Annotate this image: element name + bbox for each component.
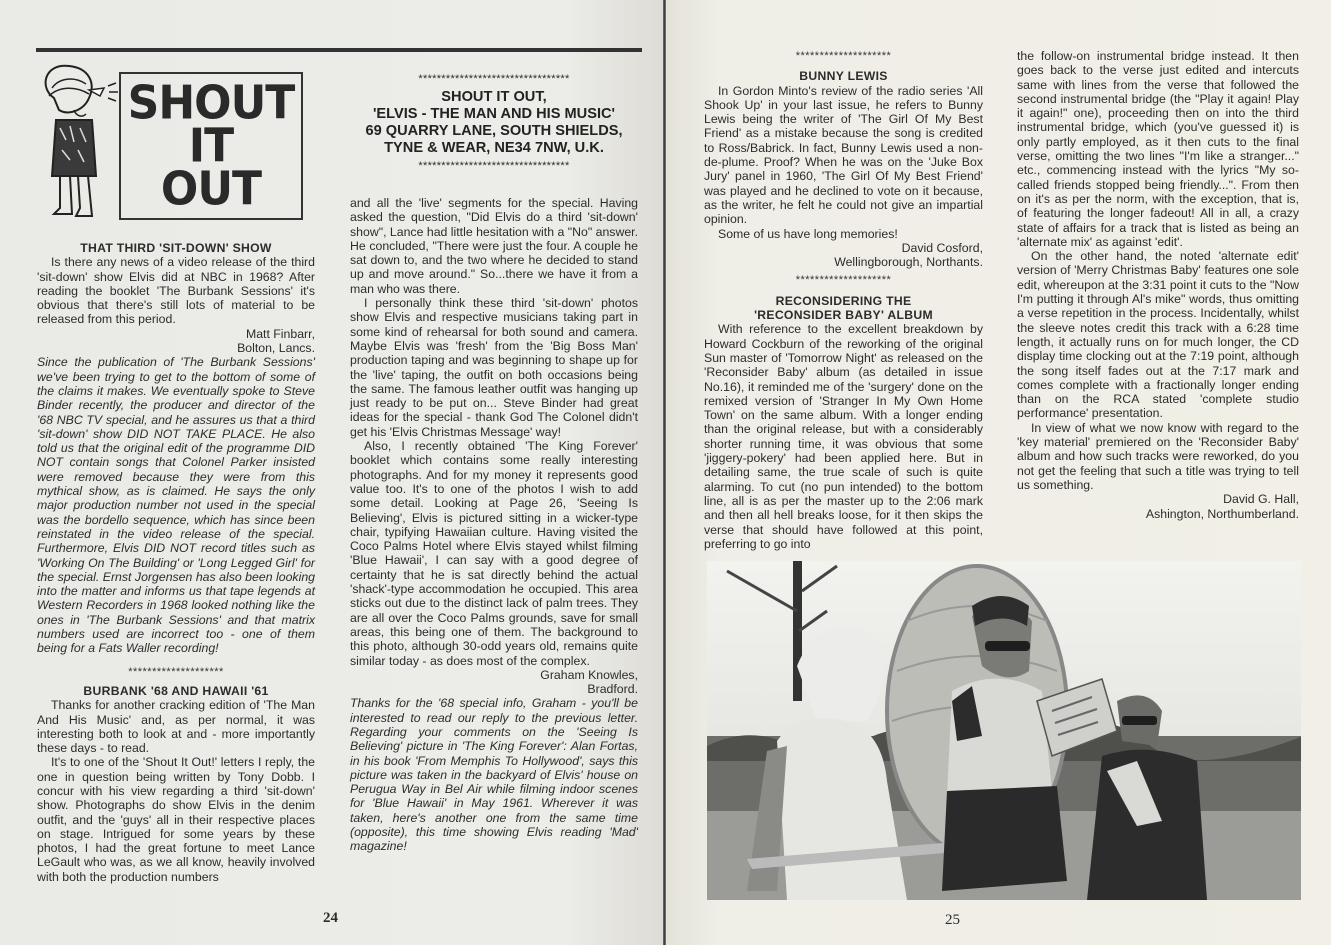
signature-location: Wellingborough, Northants. bbox=[834, 255, 983, 270]
elvis-reading-mad-photo bbox=[707, 561, 1301, 900]
editor-reply: Since the publication of 'The Burbank Sessions' we've been trying to get to the bottom of some of the claims it makes. We eventually spoke to Steve Binder recently, the producer and director of the '68 NBC TV special, and he assures us that a third 'sit-down' show DID NOT TAKE PLACE. He also told us that the original edit of the programme DID NOT contain songs that Colonel Parker insisted were removed because they were from this mythical show, as is claimed. He says the only major production number not used in the special was the bordello sequence, which has since been reinstated in the video release of the special. Furthermore, Elvis DID NOT record titles such as 'Working On The Building' or 'Long Legged Girl' for the special. Ernst Jorgensen has also been looking into the matter and informs us that tape legends at Western Recorders in 1968 looked nothing like the ones in 'The Burbank Sessions' and that matrix numbers used are incorrect too - one of them being for a Fats Waller recording! bbox=[37, 355, 315, 656]
logo-word: OUT bbox=[160, 162, 262, 216]
book-gutter bbox=[663, 0, 666, 945]
page-number: 25 bbox=[945, 912, 960, 928]
letter-paragraph: Thanks for another cracking edition of 'The Man And His Music' and, as per normal, it was interesting both to look at and - more importantly these days - to read. bbox=[37, 698, 315, 756]
letter-paragraph: and all the 'live' segments for the special. Having asked the question, "Did Elvis do a third 'sit-down' show", Lance had little hesitation with a "No" answer. He concluded, "There were just the four. A couple he sat down to, and the two where he decided to stand up and move around." So...there we have it from a man who was there. bbox=[350, 196, 638, 296]
logo-word: IT bbox=[188, 119, 234, 173]
letter-paragraph: With reference to the excellent breakdown by Howard Cockburn of the reworking of the original Sun master of 'Tomorrow Night' as released on the 'Reconsider Baby' album (as detailed in issue No.16), it reminded me of the 'surgery' done on the remixed version of 'Stranger In My Own Home Town' on the same album. With a longer ending than the original release, but with a considerably shorter running time, it was obvious that some 'jiggery-pokery' had been applied here. But in detailing same, the true scale of such is quite alarming. To cut (no pun intended) to the bottom line, all is as per the master up to the 2:06 mark and then all hell breaks loose, for it then skips the verse that should have followed at this point, preferring to go into bbox=[704, 322, 983, 551]
shouting-person-icon bbox=[34, 58, 124, 223]
star-divider: ******************** bbox=[128, 665, 224, 678]
star-divider: ********************************* bbox=[418, 160, 570, 172]
letter-paragraph: In Gordon Minto's review of the radio series 'All Shook Up' in your last issue, he refers to Bunny Lewis being the writer of 'The Girl Of My Best Friend' as a mistake because the song is credited to Ross/Babrick. In fact, Bunny Lewis used a non-de-plume. Proof? When he was on the 'Juke Box Jury' panel in 1960, 'The Girl Of My Best Friend' was played and he declined to vote on it because, as the writer, he felt he could not give an impartial opinion. bbox=[704, 83, 983, 227]
letter-paragraph: Also, I recently obtained 'The King Forever' booklet which contains some really interesting photographs. And for my money it represents good value too. It's to one of the photos I wish to add some detail. Looking at Page 26, 'Seeing Is Believing', Elvis is pictured sitting in a wicker-type chair, typifying Hawaiian culture. Having visited the Coco Palms Hotel where Elvis stayed whilst filming 'Blue Hawaii', I can say with a good degree of certainty that he is sat directly behind the actual 'shack'-type accommodation he occupied. This area sticks out due to the distinct lack of palm trees. They are all over the Coco Palms grounds, save for small areas, this being one of them. The background to this photo, although 30-odd years old, remains quite similar today - as does most of the complex. bbox=[350, 439, 638, 668]
address-line: 69 QUARRY LANE, SOUTH SHIELDS, bbox=[365, 123, 623, 139]
letter-paragraph: Some of us have long memories! bbox=[718, 226, 898, 241]
logo-word: SHOUT bbox=[127, 76, 295, 130]
letter-heading: THAT THIRD 'SIT-DOWN' SHOW bbox=[80, 241, 272, 255]
signature-location: Bradford. bbox=[587, 682, 638, 697]
signature-location: Ashington, Northumberland. bbox=[1145, 506, 1299, 521]
letter-paragraph: In view of what we now know with regard to the 'key material' premiered on the 'Reconsider Baby' album and how such tracks were reworked, do you not get the feeling that such a title was trying to tell us something. bbox=[1017, 420, 1299, 492]
header-rule bbox=[36, 48, 642, 52]
column-4 bbox=[1017, 49, 1299, 521]
letter-paragraph: On the other hand, the noted 'alternate edit' version of 'Merry Christmas Baby' features one sole edit, whereupon at the 3:31 point it cuts to the "Now I'm putting it through Al's mike" words, thus omitting a verse repetition in the process. Incidentally, whilst the sleeve notes credit this track with a 6:28 time length, it actually runs on for much longer, the CD display time clocking out at the 7:19 point, although the song itself fades out at the 7:17 mark and comes complete with a fractionally longer ending than on the RCA stated 'complete studio performance' presentation. bbox=[1017, 249, 1299, 421]
column-1 bbox=[37, 241, 315, 884]
letter-paragraph: Is there any news of a video release of the third 'sit-down' show Elvis did at NBC in 1968? After reading the booklet 'The Burbank Sessions' it's obvious that there's still lots of material to be released from this period. bbox=[37, 255, 315, 327]
letter-heading: RECONSIDERING THE bbox=[775, 293, 912, 308]
star-divider: ******************** bbox=[795, 50, 892, 62]
signature-name: Graham Knowles, bbox=[540, 667, 638, 682]
signature-name: David G. Hall, bbox=[1223, 492, 1299, 507]
column-3 bbox=[704, 49, 983, 551]
column-2 bbox=[350, 196, 638, 854]
address-line: 'ELVIS - THE MAN AND HIS MUSIC' bbox=[372, 106, 616, 122]
signature-location: Bolton, Lancs. bbox=[237, 341, 315, 356]
address-line: SHOUT IT OUT, bbox=[441, 89, 547, 105]
shout-it-out-logo bbox=[119, 72, 303, 220]
letter-paragraph: the follow-on instrumental bridge instead. It then goes back to the verse just edited and intercuts same with lines from the verse that followed the second instrumental bridge (the "Play it again! Play it again!" one), proceeding then on into the third instrumental bridge, which (you've guessed it) is only partly employed, as it then cuts to the final verse, omitting the two lines "I'm like a stranger..." etc., commencing instead with the lyrics "My so-called friends stopped being friendly...". From then on it's as per the norm, with the exception, that is, of featuring the longer fadeout! All in all, a crazy state of affairs for a track that is listed as being an 'alternate mix' as against 'edit'. bbox=[1017, 49, 1299, 249]
address-line: TYNE & WEAR, NE34 7NW, U.K. bbox=[384, 140, 604, 156]
letter-paragraph: It's to one of the 'Shout It Out!' letters I reply, the one in question being written by Tony Dobb. I concur with his view regarding a third 'sit-down' show. Photographs do show Elvis in the denim outfit, and the 'guys' all in their respective places on stage. Intrigued for some years by these photos, I had the great fortune to meet Lance LeGault who was, as we all know, heavily involved with both the production numbers bbox=[37, 755, 315, 884]
star-divider: ********************************* bbox=[418, 73, 570, 85]
letter-paragraph: I personally think these third 'sit-down' photos show Elvis and respective musicians taking part in some kind of rehearsal for both sound and camera. Maybe Elvis was 'fresh' from the 'Big Boss Man' production taping and was beginning to shape up for the 'live' taping, the outfit on both occasions being the same. The famous leather outfit was hanging up just ready to be put on... Steve Binder had great ideas for the special - thank God The Colonel didn't get his 'Elvis Christmas Message' way! bbox=[350, 296, 638, 439]
address-block bbox=[355, 72, 633, 173]
letter-heading: BURBANK '68 AND HAWAII '61 bbox=[83, 683, 269, 698]
star-divider: ******************** bbox=[795, 274, 892, 287]
editor-reply: Thanks for the '68 special info, Graham - you'll be interested to read our reply to the previous letter. Regarding your comments on the 'Seeing Is Believing' picture in 'The King Forever': Alan Fortas, in his book 'From Memphis To Hollywood', says this picture was taken in the backyard of Elvis' house on Perugua Way in Bel Air while filming indoor scenes for 'Blue Hawaii' in May 1961. Wherever it was taken, here's another one from the same time (opposite), this time showing Elvis reading 'Mad' magazine! bbox=[350, 696, 638, 854]
photo-illustration bbox=[707, 561, 1301, 900]
letter-heading: 'RECONSIDER BABY' ALBUM bbox=[754, 308, 933, 323]
signature-name: David Cosford, bbox=[901, 240, 983, 255]
letter-heading: BUNNY LEWIS bbox=[799, 69, 888, 84]
signature-name: Matt Finbarr, bbox=[245, 326, 315, 341]
page-number: 24 bbox=[323, 910, 338, 926]
